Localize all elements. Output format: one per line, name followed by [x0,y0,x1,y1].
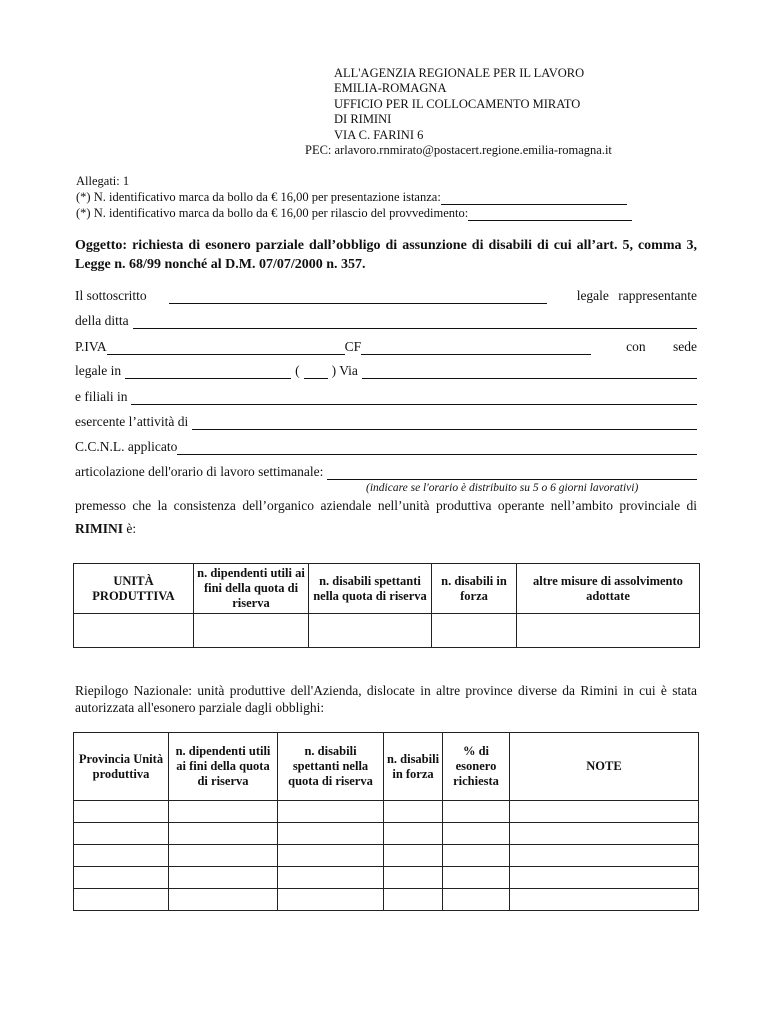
recipient-address [334,66,584,143]
filiali-label: e filiali in [75,389,128,404]
riepilogo-paragraph: Riepilogo Nazionale: unità produttive dell'Azienda, dislocate in altre province diverse da Rimini in cui è stata autorizzata all'esonero parziale dagli obblighi: [75,683,697,715]
orario-row [75,462,697,480]
header-dipendenti: n. dipendenti utili ai fini della quota di riserva [169,733,278,801]
bollo-rilascio-row [76,206,632,221]
legale-rappresentante-label: legale rappresentante [576,288,697,303]
table-cell[interactable] [432,614,517,648]
table-row [74,867,699,889]
orario-hint: (indicare se l'orario è distribuito su 5 o 6 giorni lavorativi) [366,482,639,494]
table-cell[interactable] [74,801,169,823]
ccnl-row [75,437,697,455]
table-cell[interactable] [443,867,510,889]
table-header-row [74,564,700,614]
table-cell[interactable] [443,889,510,911]
subject: Oggetto: richiesta di esonero parziale dall’obbligo di assunzione di disabili di cui all’art. 5, comma 3, Legge n. 68/99 nonché al D.M. 07/07/2000 n. 357. [75,238,697,272]
table-row [74,823,699,845]
orario-label: articolazione dell'orario di lavoro settimanale: [75,464,324,479]
table-cell[interactable] [169,867,278,889]
bollo-rilascio-field[interactable] [468,210,632,221]
table-cell[interactable] [74,614,194,648]
citta-field[interactable] [125,366,291,379]
table-cell[interactable] [74,845,169,867]
table-row [74,889,699,911]
table-cell[interactable] [278,801,384,823]
table-row [74,614,700,648]
header-disabili-spettanti: n. disabili spettanti nella quota di riserva [278,733,384,801]
ditta-field[interactable] [133,316,697,329]
table-cell[interactable] [443,845,510,867]
header-disabili-forza: n. disabili in forza [384,733,443,801]
table-cell[interactable] [510,845,699,867]
bollo-rilascio-label: (*) N. identificativo marca da bollo da € 16,00 per rilascio del provvedimento: [76,206,469,220]
piva-label: P.IVA [75,339,107,354]
piva-cf-row [75,337,697,355]
table-cell[interactable] [443,801,510,823]
attivita-row [75,412,697,430]
table-cell[interactable] [278,889,384,911]
table-cell[interactable] [510,889,699,911]
via-field[interactable] [362,366,697,379]
sottoscritto-row [75,286,697,304]
riepilogo-table [73,732,699,911]
allegati-label: Allegati: 1 [76,174,130,188]
address-line: ALL'AGENZIA REGIONALE PER IL LAVORO [334,66,585,80]
header-altre-misure: altre misure di assolvimento adottate [517,564,700,614]
ccnl-field[interactable] [177,442,697,455]
premessa-text: premesso che la consistenza dell’organico aziendale nell’unità produttiva operante nell’ambito provinciale di [75,498,697,513]
header-note: NOTE [510,733,699,801]
table-cell[interactable] [517,614,700,648]
table-cell[interactable] [384,845,443,867]
table-cell[interactable] [278,823,384,845]
table-cell[interactable] [74,823,169,845]
table-cell[interactable] [384,801,443,823]
address-line: DI RIMINI [334,112,392,127]
header-dipendenti: n. dipendenti utili ai fini della quota di riserva [194,564,309,614]
table-cell[interactable] [384,867,443,889]
table-row [74,801,699,823]
table-cell[interactable] [510,823,699,845]
table-cell[interactable] [309,614,432,648]
address-line: VIA C. FARINI 6 [334,127,424,142]
table-cell[interactable] [443,823,510,845]
organico-table [73,563,700,648]
legale-in-label: legale in [75,363,122,378]
paren-open: ( [295,363,300,378]
via-label: ) Via [331,363,358,378]
filiali-field[interactable] [131,392,697,405]
bollo-presentazione-row [76,190,627,205]
header-unita-produttiva: UNITÀ PRODUTTIVA [74,564,194,614]
sottoscritto-field[interactable] [169,291,547,304]
sottoscritto-label: Il sottoscritto [75,288,147,303]
table-cell[interactable] [194,614,309,648]
bollo-presentazione-label: (*) N. identificativo marca da bollo da € 16,00 per presentazione istanza: [76,190,441,204]
con-sede-label: con sede [626,339,697,354]
attivita-label: esercente l’attività di [75,414,189,429]
table-cell[interactable] [278,867,384,889]
table-cell[interactable] [169,801,278,823]
table-cell[interactable] [278,845,384,867]
header-disabili-forza: n. disabili in forza [432,564,517,614]
pec-address: PEC: arlavoro.rnmirato@postacert.regione.emilia-romagna.it [305,143,612,157]
table-cell[interactable] [510,867,699,889]
province-name: RIMINI [75,521,124,536]
provincia-field[interactable] [304,366,328,379]
premessa-tail: è: [123,521,137,536]
table-row [74,845,699,867]
address-line: EMILIA-ROMAGNA [334,81,447,96]
table-cell[interactable] [384,823,443,845]
bollo-presentazione-field[interactable] [441,194,627,205]
table-cell[interactable] [169,889,278,911]
orario-field[interactable] [327,467,697,480]
table-cell[interactable] [384,889,443,911]
piva-field[interactable] [107,342,345,355]
header-provincia: Provincia Unità produttiva [74,733,169,801]
table-cell[interactable] [169,823,278,845]
table-header-row [74,733,699,801]
header-esonero: % di esonero richiesta [443,733,510,801]
ccnl-label: C.C.N.L. applicato [75,439,178,454]
attivita-field[interactable] [192,417,697,430]
premessa-paragraph [75,494,697,540]
cf-field[interactable] [361,342,591,355]
header-disabili-spettanti: n. disabili spettanti nella quota di riserva [309,564,432,614]
cf-label: CF [344,339,362,354]
table-cell[interactable] [169,845,278,867]
ditta-row [75,311,697,329]
address-line: UFFICIO PER IL COLLOCAMENTO MIRATO [334,96,581,111]
sede-row [75,361,697,379]
table-cell[interactable] [510,801,699,823]
table-cell[interactable] [74,889,169,911]
table-cell[interactable] [74,867,169,889]
ditta-label: della ditta [75,313,129,328]
filiali-row [75,387,697,405]
